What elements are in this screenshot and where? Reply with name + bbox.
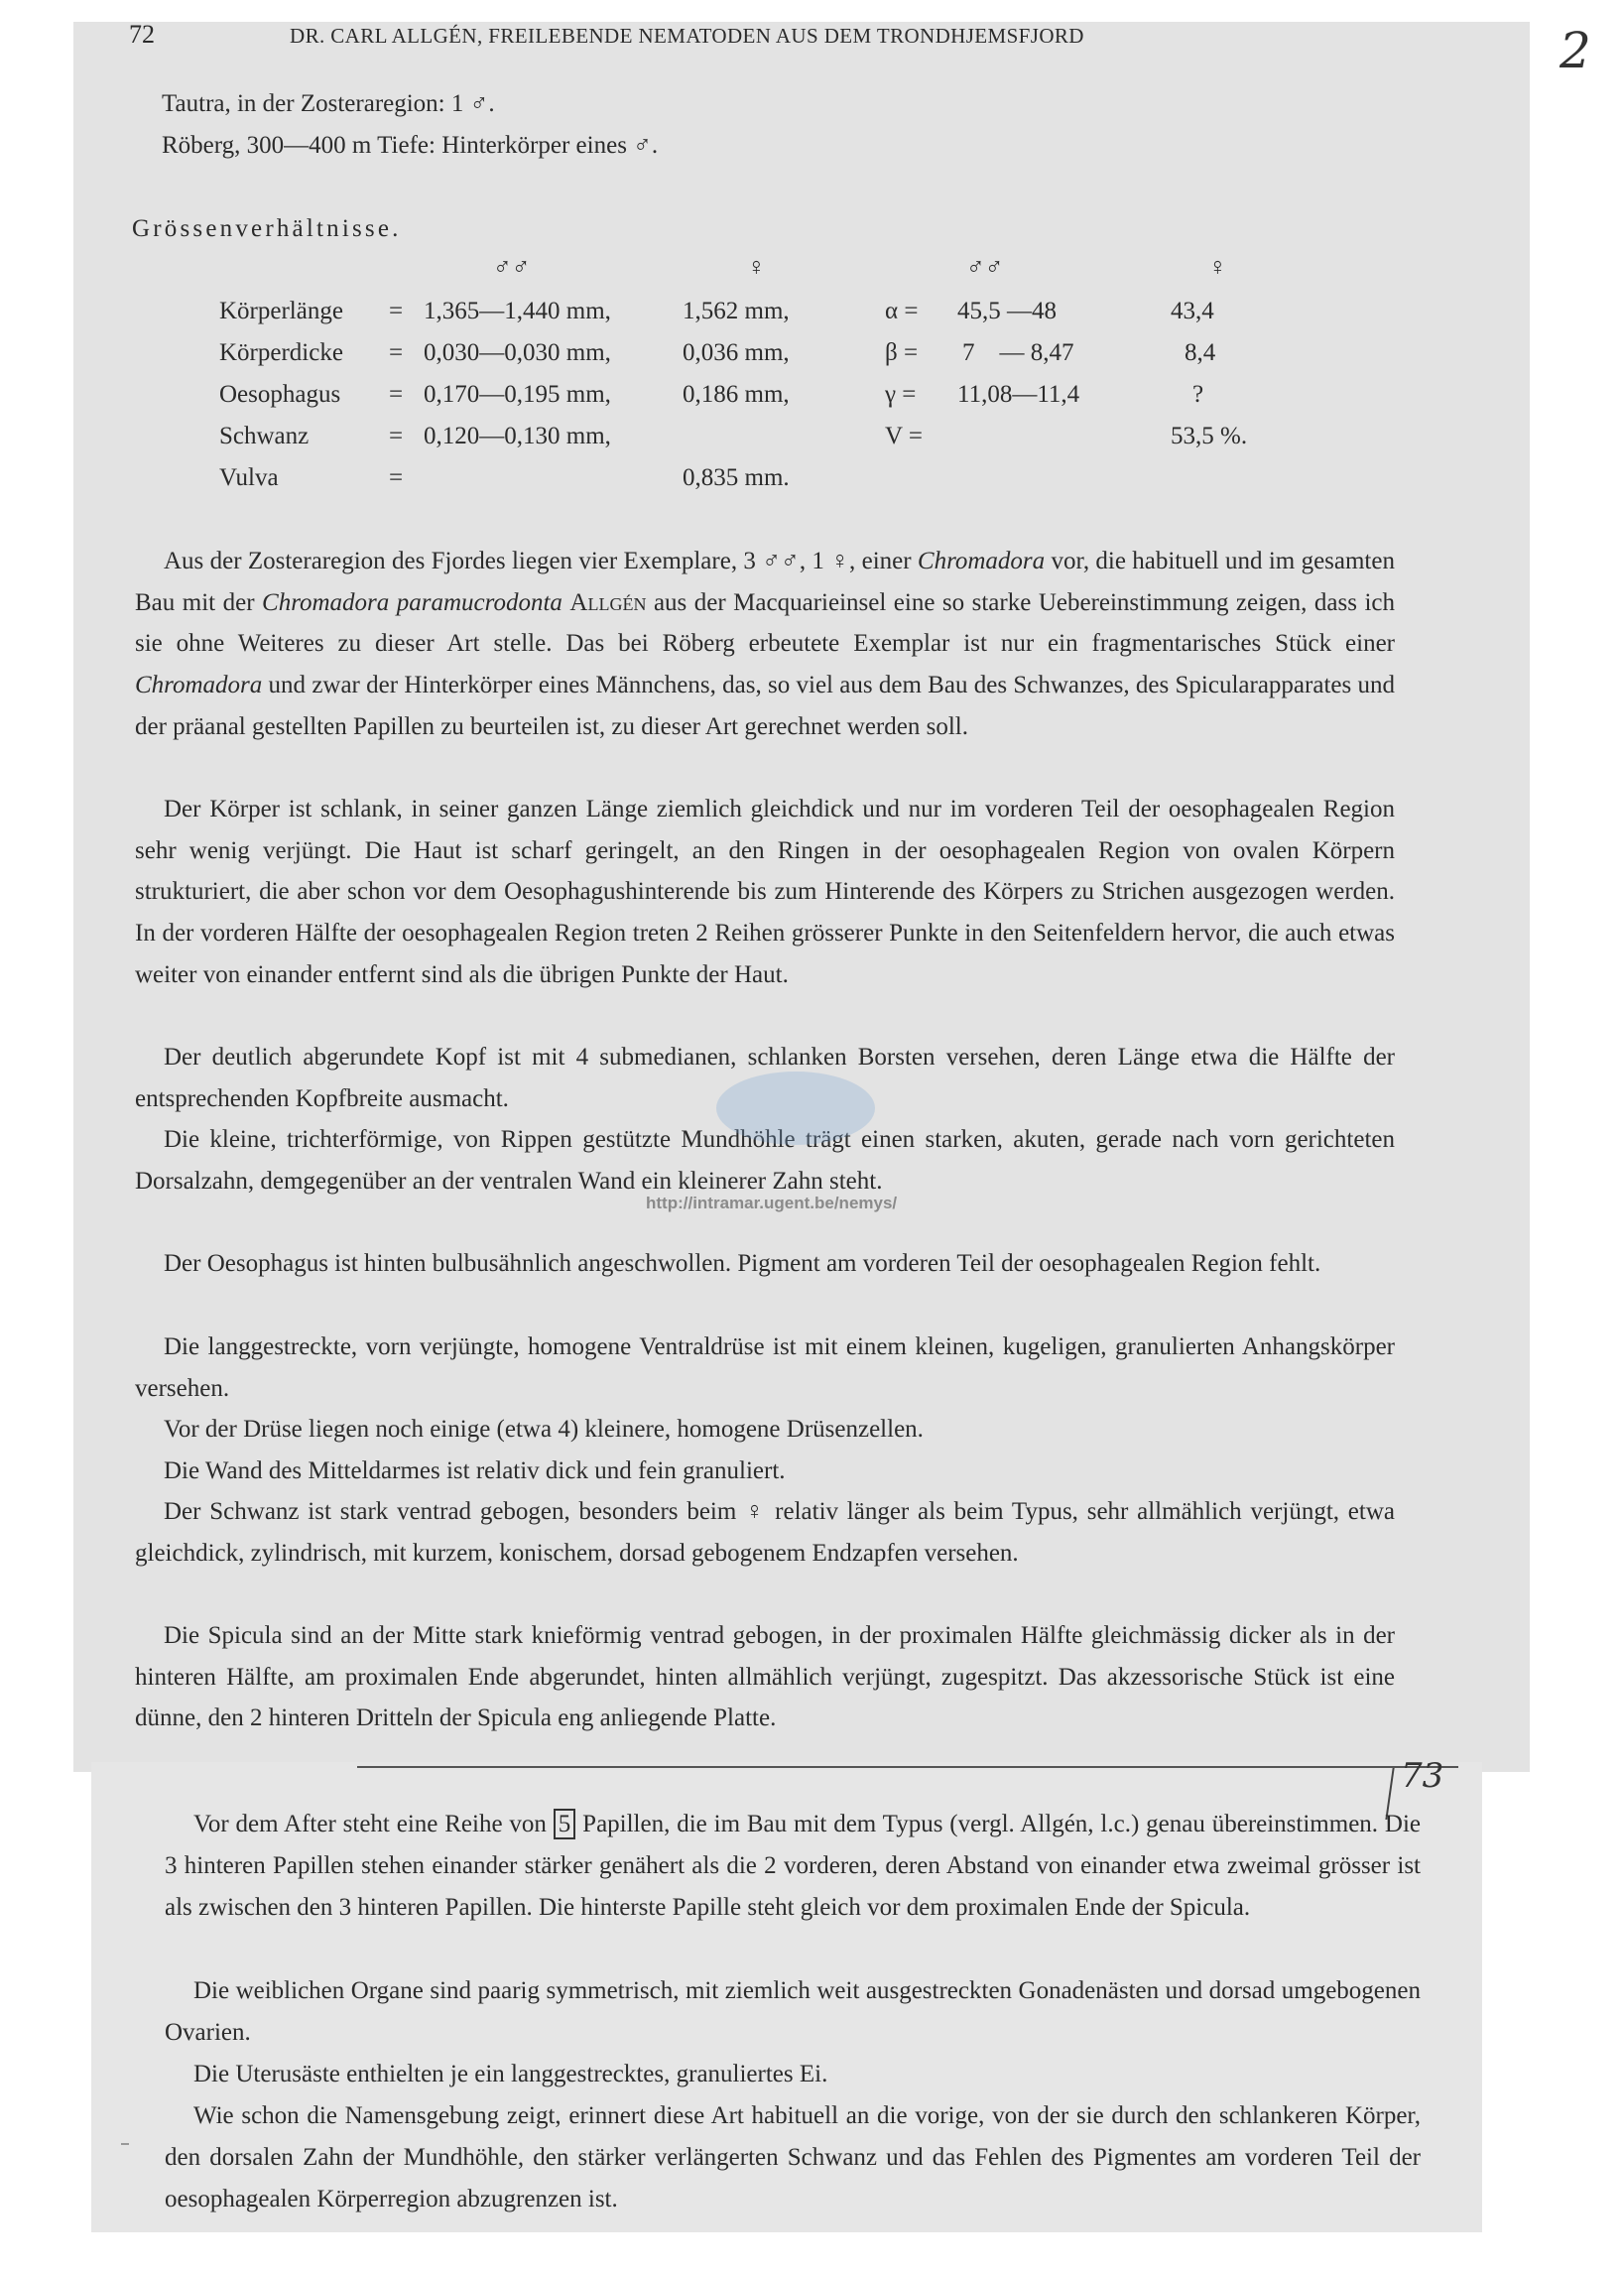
paragraph: Wie schon die Namensgebung zeigt, erinnert diese Art habituell an die vorige, von der sie durch den schlankeren Körper, den dorsalen Zahn der Mundhöhle, den stärker verlängerten Schwanz und das Fehlen des Pigmentes am vorderen Teil der oesophagealen Körperregion abzugrenzen ist. <box>165 2102 1421 2213</box>
ratio-symbol: V = <box>885 423 923 449</box>
ratio-symbol: β = <box>885 339 919 366</box>
watermark-logo <box>716 1072 875 1145</box>
row-equals: = <box>389 339 404 366</box>
ratio-symbol: α = <box>885 298 919 324</box>
ratio-symbol: γ = <box>885 381 917 408</box>
boxed-number: 5 <box>554 1809 576 1839</box>
ratio-female: ? <box>1192 381 1204 408</box>
text-run: und zwar der Hinterkörper eines Männchens, das, so viel aus dem Bau des Schwanzes, des Spicularapparates und der präanal gestellten Papillen zu beurteilen ist, zu dieser Art gerechnet werden soll. <box>135 672 1395 740</box>
paragraph: Die Spicula sind an der Mitte stark knieförmig ventrad gebogen, in der proximalen Hälfte gleichmässig dicker als in der hinteren Hälfte, am proximalen Ende abgerundet, hinten allmählich verjüngt, zugespitzt. Das akzessorische Stück ist eine dünne, den 2 hinteren Dritteln der Spicula eng anliegende Platte. <box>135 1622 1395 1732</box>
male-value: 0,120—0,130 mm, <box>424 423 611 449</box>
handwritten-page-ref: 73 <box>1401 1756 1444 1796</box>
paragraph: Die langgestreckte, vorn verjüngte, homogene Ventraldrüse ist mit einem kleinen, kugeligen, granulierten Anhangskörper versehen. <box>135 1333 1395 1402</box>
measurements-heading: Grössenverhältnisse. <box>132 215 402 242</box>
handwritten-page-mark: 2 <box>1560 22 1591 79</box>
female-value: 0,835 mm. <box>683 464 790 491</box>
paragraph: Die Uterusäste enthielten je ein langgestrecktes, granuliertes Ei. <box>193 2061 828 2087</box>
paragraph: Der Körper ist schlank, in seiner ganzen Länge ziemlich gleichdick und nur im vorderen Teil der oesophagealen Region sehr wenig verjüngt. Die Haut ist scharf geringelt, an den Ringen in der oesophagealen Region von ovalen Körpern strukturiert, die aber schon vor dem Oesophagushinterende bis zum Hinterende des Körpers zu Strichen ausgezogen werden. In der vorderen Hälfte der oesophagealen Region treten 2 Reihen grösserer Punkte in den Seitenfeldern hervor, die auch etwas weiter von einander entfernt sind als die übrigen Punkte der Haut. <box>135 796 1395 988</box>
text-run: Vor dem After steht eine Reihe von <box>193 1811 554 1837</box>
taxon-name: Chromadora <box>917 548 1046 574</box>
ratio-female: 8,4 <box>1185 339 1216 366</box>
col-header-female: ♀ <box>747 254 766 281</box>
ratio-male: 11,08—11,4 <box>957 381 1080 408</box>
text-run: aus der Macquarieinsel eine so starke Uebereinstimmung zeigen, dass ich sie ohne Weiteres zu dieser Art stelle. Das bei Röberg erbeutete Exemplar ist nur ein fragmentarisches Stück einer <box>135 588 1396 658</box>
author-name: Allgén <box>569 588 647 616</box>
text-run: Aus der Zosteraregion des Fjordes liegen vier Exemplare, 3 ♂♂, 1 ♀, einer <box>164 548 918 574</box>
paragraph <box>135 541 1395 748</box>
male-value: 0,170—0,195 mm, <box>424 381 611 408</box>
male-value: 0,030—0,030 mm, <box>424 339 611 366</box>
col-header-males: ♂♂ <box>493 254 531 281</box>
row-equals: = <box>389 464 404 491</box>
text-run: Papillen, die im Bau mit dem Typus (vergl. Allgén, l.c.) genau übereinstimmen. Die 3 hinteren Papillen stehen einander stärker genähert als die 2 vorderen, deren Abstand von einander etwa zweimal grösser ist als zwischen den 3 hinteren Papillen. Die hinterste Papille steht gleich vor dem proximalen Ende der Spicula. <box>165 1811 1422 1922</box>
taxon-name: Chromadora paramucrodonta <box>262 588 562 616</box>
col-header-males: ♂♂ <box>966 254 1004 281</box>
female-value: 0,186 mm, <box>683 381 790 408</box>
paragraph: Die kleine, trichterförmige, von Rippen gestützte Mundhöhle trägt einen starken, akuten, gerade nach vorn gerichteten Dorsalzahn, demgegenüber an der ventralen Wand ein kleinerer Zahn steht. <box>135 1126 1395 1195</box>
paragraph: Die Wand des Mitteldarmes ist relativ dick und fein granuliert. <box>164 1457 786 1484</box>
paragraph <box>165 1804 1421 1930</box>
row-label: Vulva <box>219 464 279 491</box>
ratio-female: 53,5 %. <box>1171 423 1248 449</box>
taxon-name: Chromadora <box>135 672 263 699</box>
ratio-male: 45,5 —48 <box>957 298 1057 324</box>
row-equals: = <box>389 298 404 324</box>
row-label: Schwanz <box>219 423 310 449</box>
row-label: Körperlänge <box>219 298 343 324</box>
paragraph: Vor der Drüse liegen noch einige (etwa 4) kleinere, homogene Drüsenzellen. <box>164 1416 924 1443</box>
ratio-female: 43,4 <box>1171 298 1214 324</box>
row-equals: = <box>389 423 404 449</box>
female-value: 0,036 mm, <box>683 339 790 366</box>
paragraph: Der Schwanz ist stark ventrad gebogen, besonders beim ♀ relativ länger als beim Typus, sehr allmählich verjüngt, etwa gleichdick, zylindrisch, mit kurzem, konischem, dorsad gebogenem Endzapfen versehen. <box>135 1498 1395 1567</box>
running-head: DR. CARL ALLGÉN, FREILEBENDE NEMATODEN AUS DEM TRONDHJEMSFJORD <box>290 24 1084 48</box>
ratio-male: 7 — 8,47 <box>962 339 1074 366</box>
locality-line: Röberg, 300—400 m Tiefe: Hinterkörper eines ♂. <box>162 132 659 159</box>
col-header-female: ♀ <box>1208 254 1227 281</box>
paragraph: Die weiblichen Organe sind paarig symmetrisch, mit ziemlich weit ausgestreckten Gonadenästen und dorsad umgebogenen Ovarien. <box>165 1977 1421 2047</box>
male-value: 1,365—1,440 mm, <box>424 298 611 324</box>
row-equals: = <box>389 381 404 408</box>
row-label: Oesophagus <box>219 381 341 408</box>
watermark-url: http://intramar.ugent.be/nemys/ <box>646 1194 898 1212</box>
paragraph: Der deutlich abgerundete Kopf ist mit 4 submedianen, schlanken Borsten versehen, deren Länge etwa die Hälfte der entsprechenden Kopfbreite ausmacht. <box>135 1044 1395 1112</box>
row-label: Körperdicke <box>219 339 343 366</box>
paste-edge-line <box>357 1766 1458 1768</box>
paragraph: Der Oesophagus ist hinten bulbusähnlich angeschwollen. Pigment am vorderen Teil der oesophagealen Region fehlt. <box>164 1250 1321 1277</box>
text-run: vor, die habituell und im gesamten Bau mit der <box>135 548 1395 616</box>
female-value: 1,562 mm, <box>683 298 790 324</box>
page-number: 72 <box>129 20 155 49</box>
margin-mark <box>121 2143 129 2145</box>
locality-line: Tautra, in der Zosteraregion: 1 ♂. <box>162 90 495 117</box>
